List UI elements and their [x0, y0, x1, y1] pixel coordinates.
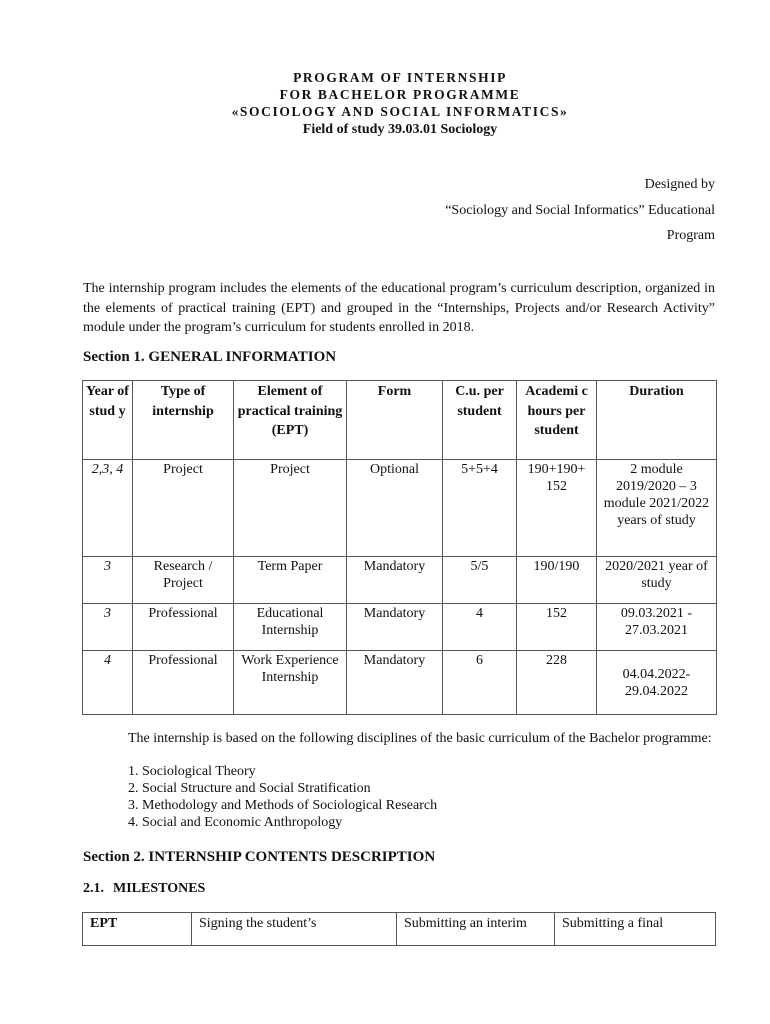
table-cell: Term Paper	[234, 557, 347, 604]
subsection-number: 2.1.	[83, 881, 104, 896]
table-cell: Project	[133, 460, 234, 557]
general-information-table	[82, 380, 717, 715]
table-cell: 4	[83, 651, 133, 715]
table-cell: 190+190+ 152	[517, 460, 597, 557]
table-cell: 2020/2021 year of study	[597, 557, 717, 604]
designed-by-program: “Sociology and Social Informatics” Educational	[445, 203, 715, 218]
subsection-title: MILESTONES	[113, 881, 206, 896]
table-cell: EPT	[83, 913, 192, 946]
table-cell: Research / Project	[133, 557, 234, 604]
section-2-heading: Section 2. INTERNSHIP CONTENTS DESCRIPTION	[83, 849, 436, 865]
column-header: Element of practical training (EPT)	[234, 381, 347, 460]
table-cell: Signing the student’s	[192, 913, 397, 946]
table-cell: 5+5+4	[443, 460, 517, 557]
table-cell: 228	[517, 651, 597, 715]
table-cell: 190/190	[517, 557, 597, 604]
intro-paragraph: The internship program includes the elements of the educational program’s curriculum description, organized in the elements of practical training (EPT) and grouped in the “Internships, Projects and/or Research Activity” module under the program’s curriculum for students enrolled in 2018.	[83, 281, 715, 335]
table-cell: Professional	[133, 651, 234, 715]
table-cell: Work Experience Internship	[234, 651, 347, 715]
table-cell: 4	[443, 604, 517, 651]
column-header: Form	[347, 381, 443, 460]
table-cell: Optional	[347, 460, 443, 557]
title-line-2: FOR BACHELOR PROGRAMME	[279, 87, 521, 102]
list-item: 3. Methodology and Methods of Sociological Research	[128, 798, 438, 813]
disciplines-list	[128, 763, 437, 831]
milestones-table	[82, 912, 716, 946]
table-cell: Mandatory	[347, 557, 443, 604]
table-cell: 04.04.2022- 29.04.2022	[597, 651, 717, 715]
list-item: 1. Sociological Theory	[128, 764, 256, 779]
column-header: Academi c hours per student	[517, 381, 597, 460]
table-cell: 2 module 2019/2020 – 3 module 2021/2022 years of study	[597, 460, 717, 557]
table-row	[83, 460, 717, 557]
table-cell: 3	[83, 604, 133, 651]
subsection-heading	[83, 881, 205, 897]
basis-paragraph: The internship is based on the following disciplines of the basic curriculum of the Bachelor programme:	[128, 731, 712, 746]
table-row	[83, 913, 716, 946]
table-cell: Submitting an interim	[397, 913, 555, 946]
field-of-study: Field of study 39.03.01 Sociology	[302, 122, 498, 137]
table-cell: Mandatory	[347, 604, 443, 651]
designed-by: Designed by	[644, 177, 715, 192]
column-header: Duration	[597, 381, 717, 460]
title-line-1: PROGRAM OF INTERNSHIP	[293, 70, 507, 85]
column-header: Year of stud y	[83, 381, 133, 460]
table-cell: Educational Internship	[234, 604, 347, 651]
table-cell: Professional	[133, 604, 234, 651]
table-cell: 2,3, 4	[83, 460, 133, 557]
table-cell: 152	[517, 604, 597, 651]
list-item: 4. Social and Economic Anthropology	[128, 815, 343, 830]
table-cell: Mandatory	[347, 651, 443, 715]
section-1-heading: Section 1. GENERAL INFORMATION	[83, 349, 337, 365]
table-row	[83, 557, 717, 604]
table-cell: 5/5	[443, 557, 517, 604]
table-row	[83, 604, 717, 651]
table-cell: Submitting a final	[555, 913, 716, 946]
table-cell: Project	[234, 460, 347, 557]
table-header-row	[83, 381, 717, 460]
title-line-3: «SOCIOLOGY AND SOCIAL INFORMATICS»	[231, 104, 569, 119]
table-cell: 6	[443, 651, 517, 715]
designed-by-program-end: Program	[666, 228, 715, 243]
table-cell: 09.03.2021 - 27.03.2021	[597, 604, 717, 651]
column-header: C.u. per student	[443, 381, 517, 460]
list-item: 2. Social Structure and Social Stratification	[128, 781, 371, 796]
table-cell: 3	[83, 557, 133, 604]
column-header: Type of internship	[133, 381, 234, 460]
table-row	[83, 651, 717, 715]
